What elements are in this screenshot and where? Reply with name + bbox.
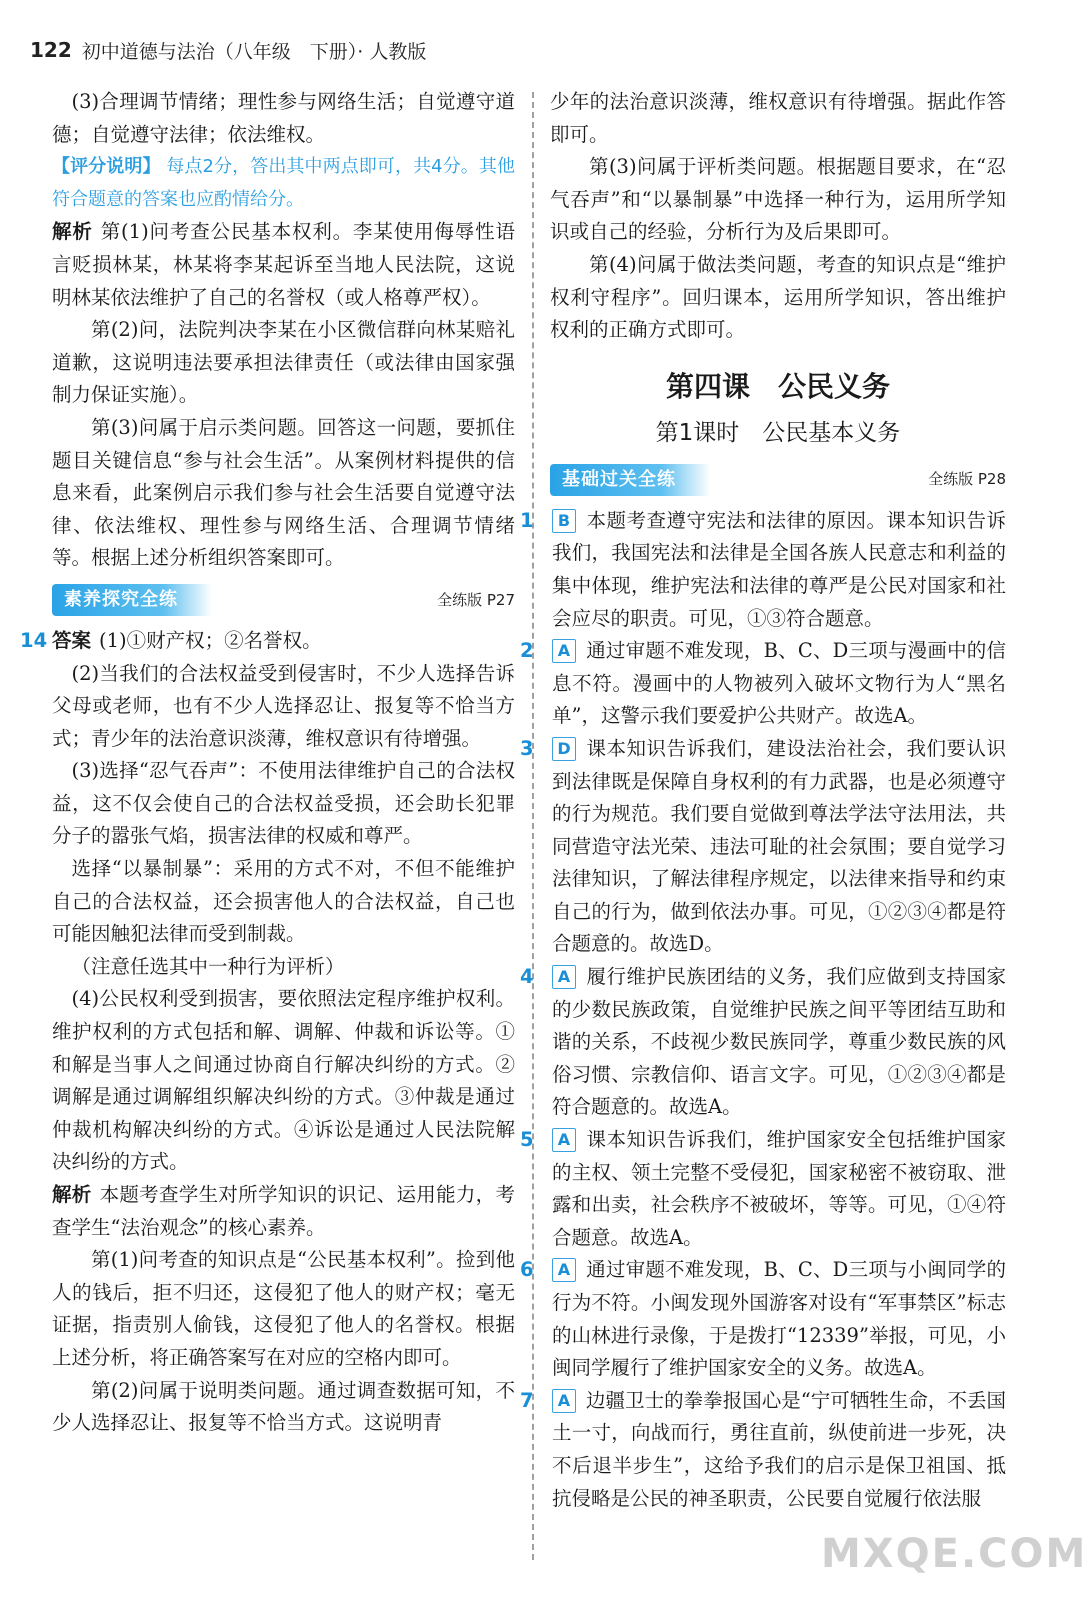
answer-text: (3)选择“忍气吞声”：不使用法律维护自己的合法权益，这不仅会使自己的合法权益受损，还会助长犯罪分子的嚣张气焰，损害法律的权威和尊严。 [52, 759, 515, 848]
question-item [520, 1385, 1006, 1515]
analysis-paragraph: 第(2)问属于说明类问题。通过调查数据可知，不少人选择忍让、报复等不恰当方式。这说明青 [52, 1378, 515, 1435]
analysis-paragraph: 解析 第(1)问考查公民基本权利。李某使用侮辱性语言贬损林某，林某将李某起诉至当地人民法院，这说明林某依法维护了自己的名誉权（或人格尊严权）。 [52, 220, 515, 309]
scoring-note [52, 151, 515, 216]
question-item [520, 635, 1006, 733]
question-number: 1 [520, 508, 534, 532]
section-ref: 全练版 P28 [928, 470, 1006, 489]
lesson-subtitle: 第1课时 公民基本义务 [655, 419, 901, 446]
question-list [520, 505, 1006, 1515]
watermark-logo: MXQE.COM [821, 1531, 1087, 1577]
question-number: 4 [520, 965, 534, 989]
analysis-paragraph: 少年的法治意识淡薄，维权意识有待增强。据此作答即可。 [550, 90, 1006, 146]
question-number: 7 [520, 1388, 534, 1412]
answer-text: (4)公民权利受到损害，要依照法定程序维护权利。维护权利的方式包括和解、调解、仲裁和诉讼等。①和解是当事人之间通过协商自行解决纠纷的方式。②调解是通过调解组织解决纠纷的方式。③仲裁是通过仲裁机构解决纠纷的方式。④诉讼是通过人民法院解决纠纷的方式。 [52, 987, 515, 1174]
answer-box: B [552, 509, 576, 533]
answer-text: 选择“以暴制暴”：采用的方式不对，不但不能维护自己的合法权益，还会损害他人的合法权益，自己也可能因触犯法律而受到制裁。 [52, 857, 515, 946]
left-column [20, 86, 515, 1440]
question-explanation: 履行维护民族团结的义务，我们应做到支持国家的少数民族政策，自觉维护民族之间平等团结互助和谐的关系，不歧视少数民族同学，尊重少数民族的风俗习惯、宗教信仰、语言文字。可见，①②③④都是符合题意的。故选A。 [552, 965, 1006, 1119]
question-number: 5 [520, 1128, 534, 1152]
page-number: 122 [30, 38, 72, 62]
question-14: 14 答案 (1)①财产权；②名誉权。 (2)当我们的合法权益受到侵害时，不少人选择告诉父母或老师，也有不少人选择忍让、报复等不恰当方式；青少年的法治意识淡薄，维权意识有待增强。 (3)选择“忍气吞声”：不使用法律维护自己的合法权益，这不仅会使自己的合法权益受损，还会助长犯罪分子的嚣张气焰，损害法律的权威和尊严。 选择“以暴制暴”：采用的方式不对，不但不能维护自己的合法权益，还会损害他人的合法权益，自己也可能因触犯法律而受到制裁。 （注意任选其中一种行为评析） (4)公民权利受到损害，要依照法定程序维护权利。维护权利的方式包括和解、调解、仲裁和诉讼等。①和解是当事人之间通过协商自行解决纠纷的方式。②调解是通过调解组织解决纠纷的方式。③仲裁是通过仲裁机构解决纠纷的方式。④诉讼是通过人民法院解决纠纷的方式。 [20, 625, 515, 1179]
question-explanation: 边疆卫士的拳拳报国心是“宁可牺牲生命，不丢国土一寸，向战而行，勇往直前，纵使前进一步死，决不后退半步生”，这给予我们的启示是保卫祖国、抵抗侵略是公民的神圣职责，公民要自觉履行依法服 [552, 1388, 1006, 1510]
answer-box: A [552, 965, 576, 989]
question-number: 14 [20, 628, 48, 652]
section-bar [52, 583, 515, 617]
analysis-paragraph: 第(3)问属于启示类问题。回答这一问题，要抓住题目关键信息“参与社会生活”。从案例材料提供的信息来看，此案例启示我们参与社会生活要自觉遵守法律、依法维权、理性参与网络生活、合理调节情绪等。根据上述分析组织答案即可。 [52, 415, 515, 570]
question-item [520, 1124, 1006, 1254]
answer-box: A [552, 639, 576, 663]
answer-text: (3)合理调节情绪；理性参与网络生活；自觉遵守道德；自觉遵守法律；依法维权。 [52, 90, 515, 146]
analysis-label: 解析 [52, 220, 93, 244]
scoring-note-text: 每点2分，答出其中两点即可，共4分。其他符合题意的答案也应酌情给分。 [52, 156, 515, 210]
analysis-paragraph: 解析 本题考查学生对所学知识的识记、运用能力，考查学生“法治观念”的核心素养。 [52, 1183, 515, 1239]
answer-box: A [552, 1128, 576, 1152]
lesson-title: 第四课 公民义务 [665, 369, 890, 403]
answer-box: A [552, 1258, 576, 1282]
question-item [520, 961, 1006, 1124]
section-label: 基础过关全练 [550, 464, 710, 496]
question-explanation: 通过审题不难发现，B、C、D三项与漫画中的信息不符。漫画中的人物被列入破坏文物行为人“黑名单”，这警示我们要爱护公共财产。故选A。 [552, 639, 1006, 728]
analysis-paragraph: 第(1)问考查的知识点是“公民基本权利”。捡到他人的钱后，拒不归还，这侵犯了他人的财产权；毫无证据，指责别人偷钱，这侵犯了他人的名誉权。根据上述分析，将正确答案写在对应的空格内即可。 [52, 1248, 515, 1369]
page-header [30, 36, 426, 64]
analysis-paragraph: 第(2)问，法院判决李某在小区微信群向林某赔礼道歉，这说明违法要承担法律责任（或法律由国家强制力保证实施）。 [52, 318, 515, 407]
question-explanation: 通过审题不难发现，B、C、D三项与小闽同学的行为不符。小闽发现外国游客对设有“军事禁区”标志的山林进行录像，于是拨打“12339”举报，可见，小闽同学履行了维护国家安全的义务。故选A。 [552, 1258, 1006, 1380]
section-bar [550, 463, 1006, 497]
analysis-paragraph: 第(4)问属于做法类问题，考查的知识点是“维护权利守程序”。回归课本，运用所学知识，答出维护权利的正确方式即可。 [550, 252, 1006, 342]
question-explanation: 课本知识告诉我们，维护国家安全包括维护国家的主权、领土完整不受侵犯，国家秘密不被窃取、泄露和出卖，社会秩序不被破坏，等等。可见，①④符合题意。故选A。 [552, 1128, 1006, 1249]
section-label: 素养探究全练 [52, 584, 212, 616]
book-title: 初中道德与法治（八年级 下册）· 人教版 [81, 40, 427, 63]
scoring-note-tag: 【评分说明】 [52, 156, 161, 178]
answer-label: 答案 [52, 628, 92, 652]
answer-box: A [552, 1389, 576, 1413]
answer-text: (2)当我们的合法权益受到侵害时，不少人选择告诉父母或老师，也有不少人选择忍让、报复等不恰当方式；青少年的法治意识淡薄，维权意识有待增强。 [52, 661, 515, 750]
question-number: 3 [520, 736, 534, 760]
answer-box: D [552, 737, 576, 761]
question-explanation: 课本知识告诉我们，建设法治社会，我们要认识到法律既是保障自身权利的有力武器，也是必须遵守的行为规范。我们要自觉做到尊法学法守法用法，共同营造守法光荣、违法可耻的社会氛围；要自觉学习法律知识，了解法律程序规定，以法律来指导和约束自己的行为，做到依法办事。可见，①②③④都是符合题意的。故选D。 [552, 736, 1006, 956]
question-item [520, 733, 1006, 961]
question-number: 6 [520, 1258, 534, 1282]
right-column [520, 86, 1006, 1515]
question-item [520, 505, 1006, 635]
question-explanation: 本题考查遵守宪法和法律的原因。课本知识告诉我们，我国宪法和法律是全国各族人民意志和利益的集中体现，维护宪法和法律的尊严是公民对国家和社会应尽的职责。可见，①③符合题意。 [552, 508, 1006, 630]
analysis-label: 解析 [52, 1183, 92, 1206]
section-ref: 全练版 P27 [437, 590, 515, 609]
question-item [520, 1254, 1006, 1384]
analysis-paragraph: 第(3)问属于评析类问题。根据题目要求，在“忍气吞声”和“以暴制暴”中选择一种行为，运用所学知识或自己的经验，分析行为及后果即可。 [550, 155, 1006, 244]
question-number: 2 [520, 639, 534, 663]
answer-text: （注意任选其中一种行为评析） [71, 954, 345, 978]
